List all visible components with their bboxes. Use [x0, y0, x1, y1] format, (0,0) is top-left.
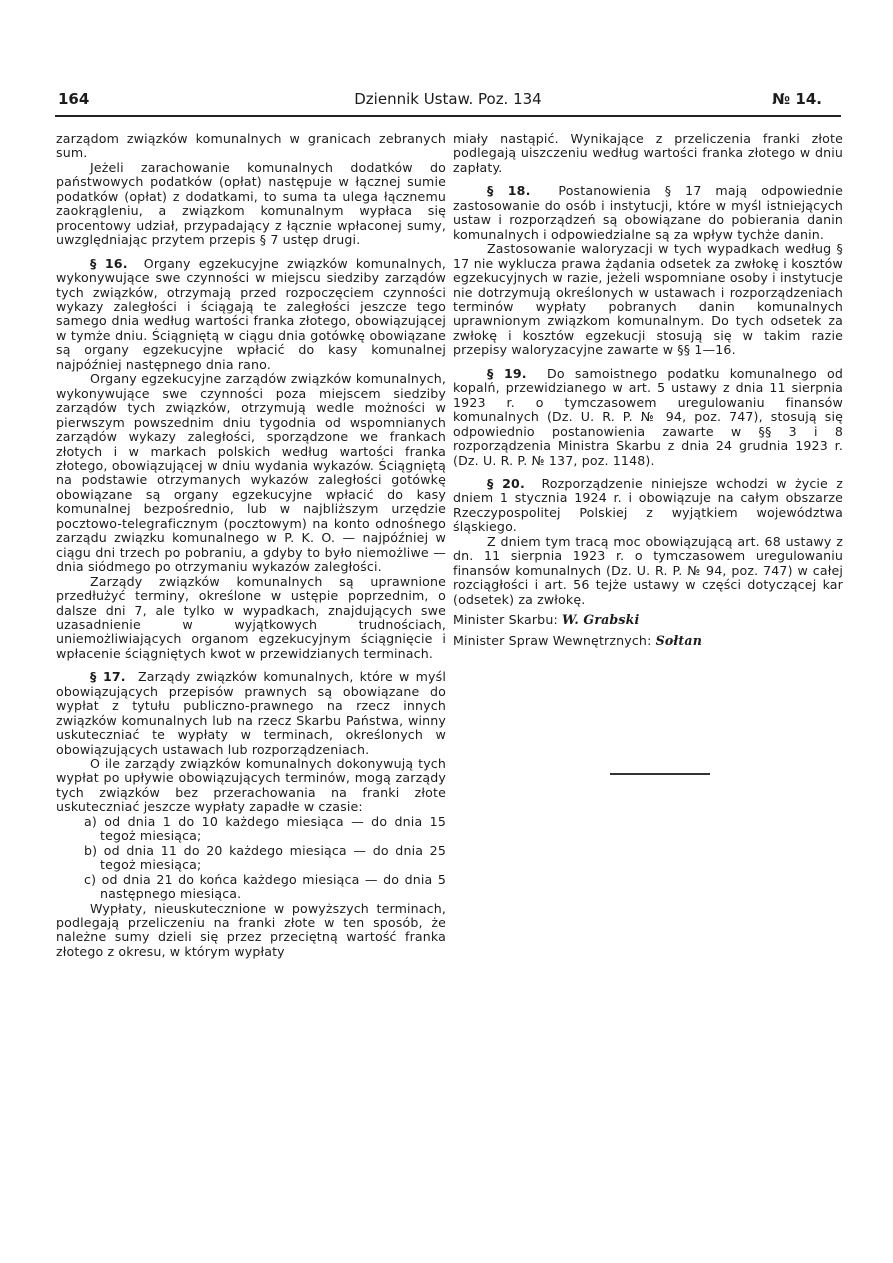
issue-number: № 14. [772, 90, 822, 108]
paragraph: Zastosowanie waloryzacji w tych wypadkach według § 17 nie wyklucza prawa żądania odsetek za zwłokę i kosztów egzekucyjnych w razie, jeżeli wspomniane osoby i instytucje nie dotrzymują określonych w ustawach i rozporządzeniach terminów wypłaty pobranych danin komunalnych uprawnionym związkom komunalnym. Do tych odsetek za zwłokę i kosztów egzekucji stosują się w takim razie przepisy waloryzacyjne zawarte w §§ 1—16. [453, 241, 843, 358]
section-label: § 20. [487, 475, 525, 491]
paragraph: O ile zarządy związków komunalnych dokonywują tych wypłat po upływie obowiązujących terminów, mogą zarządy tych związków bez przerachowania na franki złote uskuteczniać jeszcze wypłaty zapadłe w czasie: [56, 756, 446, 815]
signature-interior-minister [453, 634, 843, 648]
page-number: 164 [58, 90, 90, 108]
right-column [453, 132, 843, 648]
signature-name: W. Grabski [562, 612, 640, 628]
end-rule [610, 773, 710, 775]
list-item: a) od dnia 1 do 10 każdego miesiąca — do dnia 15 tegoż miesiąca; [84, 813, 446, 844]
paragraph: miały nastąpić. Wynikające z przeliczenia franki złote podlegają uiszczeniu według wartości franka złotego w dniu zapłaty. [453, 131, 843, 175]
section-label: § 16. [90, 255, 128, 271]
section-label: § 17. [90, 669, 126, 685]
section-text: Zarządy związków komunalnych, które w myśl obowiązujących przepisów prawnych są obowiązane do wypłat z tytułu publiczno-prawnego na rzecz innych związków komunalnych lub na rzecz Skarbu Państwa, winny uskuteczniać te wypłaty w terminach, określonych w obowiązujących ustawach lub rozporządzeniach. [56, 669, 446, 757]
paragraph: Organy egzekucyjne zarządów związków komunalnych, wykonywujące swe czynności poza miejscem siedziby zarządów tych związków, otrzymują wedle możności w pierwszym powszednim dniu tygodnia od wspomnianych zarządów wykazy zaległości, sporządzone we frankach złotych i w markach polskich według wartości franka złotego, obowiązującej w dniu wydania wykazów. Ściągniętą na podstawie otrzymanych wykazów zaległości gotówkę obowiązane są organy egzekucyjne wpłacić do kasy komunalnej bezpośrednio, lub w najbliższym urzędzie pocztowo-telegraficznym (pocztowym) na konto odnośnego zarządu związku komunalnego w P. K. O. — najpóźniej w ciągu dni trzech po pobraniu, a gdyby to było niemożliwe — dnia siódmego po otrzymaniu wykazów zaległości. [56, 371, 446, 575]
paragraph: zarządom związków komunalnych w granicach zebranych sum. [56, 131, 446, 161]
paragraph: Wypłaty, nieuskutecznione w powyższych terminach, podlegają przeliczeniu na franki złote w ten sposób, że należne sumy dzieli się przez przeciętną wartość franka złotego z okresu, w którym wypłaty [56, 900, 446, 959]
section-text: Rozporządzenie niniejsze wchodzi w życie z dniem 1 stycznia 1924 r. i obowiązuje na całym obszarze Rzeczypospolitej Polskiej z wyjątkiem województwa śląskiego. [453, 475, 843, 535]
section-text: Postanowienia § 17 mają odpowiednie zastosowanie do osób i instytucji, które w myśl istniejących ustaw i rozporządzeń są obowiązane do pobierania danin komunalnych i odpowiedzialne są za wpływ tychże danin. [453, 183, 843, 242]
list-item: c) od dnia 21 do końca każdego miesiąca — do dnia 5 następnego miesiąca. [84, 871, 446, 902]
section-text: Do samoistnego podatku komunalnego od kopalń, przewidzianego w art. 5 ustawy z dnia 11 sierpnia 1923 r. o tymczasowem uregulowaniu finansów komunalnych (Dz. U. R. P. № 94, poz. 747), stosują się odpowiednio postanowienia zawarte w §§ 3 i 8 rozporządzenia Ministra Skarbu z dnia 24 grudnia 1923 r. (Dz. U. R. P. № 137, poz. 1148). [453, 365, 843, 468]
paragraph: Jeżeli zarachowanie komunalnych dodatków do państwowych podatków (opłat) następuje w łącznej sumie podatków (opłat) z dodatkami, to suma ta ulega łącznemu zaokrągleniu, a związkom komunalnym wypłaca się procentowy udział, przypadający z łącznie wpłaconej sumy, uwzględniając przytem przepis § 7 ustęp drugi. [56, 159, 446, 248]
section-text: Organy egzekucyjne związków komunalnych, wykonywujące swe czynności w miejscu siedziby zarządów tych związków, otrzymają przed rozpoczęciem czynności wykazy zaległości i ściągają te zaległości jeszcze tego samego dnia według wartości franka złotego, obowiązującej w tymże dniu. Ściągniętą w ciągu dnia gotówkę obowiązane są organy egzekucyjne wpłacić do kasy komunalnej najpóźniej następnego dnia rano. [56, 255, 446, 372]
section-18 [453, 184, 843, 242]
paragraph: Z dniem tym tracą moc obowiązującą art. 68 ustawy z dn. 11 sierpnia 1923 r. o tymczasowem uregulowaniu finansów komunalnych (Dz. U. R. P. № 94, poz. 747) w całej rozciągłości i art. 56 tejże ustawy w części dotyczącej kar (odsetek) za zwłokę. [453, 533, 843, 607]
section-16 [56, 257, 446, 373]
section-19 [453, 367, 843, 468]
list-item: b) od dnia 11 do 20 każdego miesiąca — do dnia 25 tegoż miesiąca; [84, 842, 446, 873]
paragraph: Zarządy związków komunalnych są uprawnione przedłużyć terminy, określone w ustępie poprzednim, o dalsze dni 7, ale tylko w wypadkach, znajdujących swe uzasadnienie w wyjątkowych trudnościach, uniemożliwiających organom egzekucyjnym ściągnięcie i wpłacenie ściągniętych kwot w przewidzianych terminach. [56, 573, 446, 661]
section-label: § 19. [487, 365, 527, 381]
payment-term-list [56, 815, 446, 902]
section-17 [56, 670, 446, 757]
header-rule [55, 115, 841, 117]
journal-title: Dziennik Ustaw. Poz. 134 [354, 90, 542, 108]
section-20 [453, 477, 843, 535]
left-column [56, 132, 446, 959]
section-label: § 18. [487, 183, 531, 199]
signature-name: Sołtan [655, 632, 702, 648]
signature-role: Minister Spraw Wewnętrznych: [453, 632, 652, 648]
signature-role: Minister Skarbu: [453, 612, 558, 628]
signature-finance-minister [453, 613, 843, 627]
page-header [56, 90, 840, 112]
